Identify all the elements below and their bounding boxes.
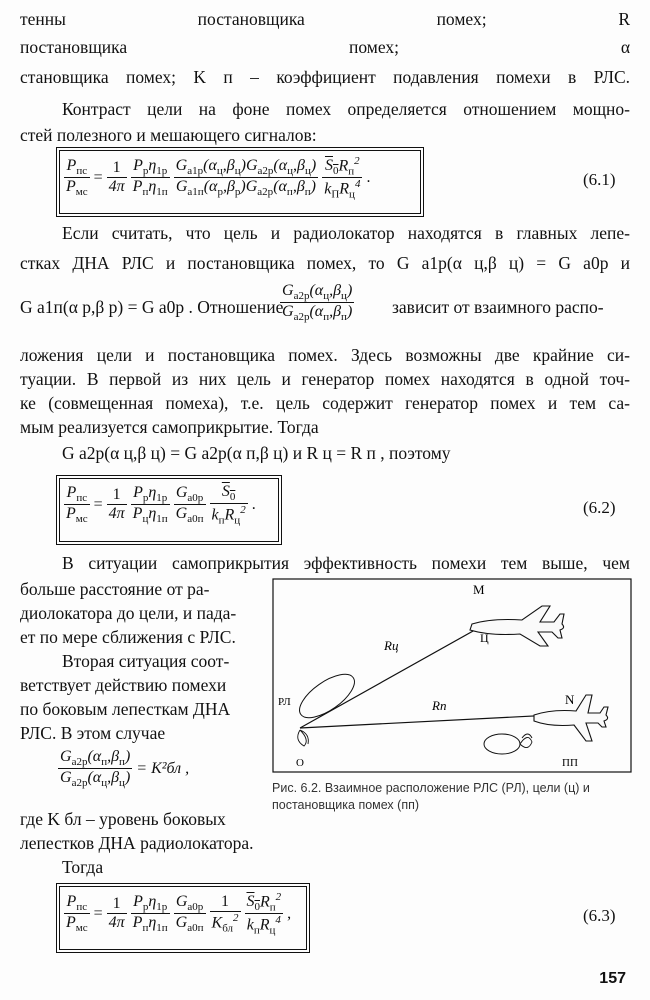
- equation-number: (6.3): [583, 906, 616, 925]
- radar-side-lobes: [298, 730, 309, 746]
- side-lobe-equation: $\frac{G_{a2р}(\alpha_п,\beta_п)}{G_{a2р}(\alpha_ц,\beta_ц)}$ = K²бл ,: [60, 748, 190, 789]
- label-m: M: [473, 582, 485, 597]
- equation-number: (6.1): [583, 170, 616, 189]
- text-line: Тогда: [62, 857, 104, 877]
- text-line: ет по мере сближения с РЛС.: [20, 627, 236, 647]
- text-line: ложения цели и постановщика помех. Здесь возможны две крайние си-: [20, 345, 630, 365]
- equation-number: (6.2): [583, 498, 616, 517]
- text-line: ветствует действию помехи: [20, 675, 227, 695]
- text-line: Вторая ситуация соот-: [62, 651, 230, 671]
- jammer-side-lobes: [520, 734, 532, 748]
- text-line: стей полезного и мешающего сигналов:: [20, 125, 317, 145]
- line-rp: [300, 714, 572, 728]
- figure-6-2: [272, 578, 632, 773]
- text-line: G a1п(α р,β р) = G a0р . Отношение: [20, 297, 284, 317]
- label-rl: РЛ: [278, 696, 291, 708]
- equation-box-6-2: $\frac{P_{пс}}{P_{мс}}$ = $\frac{1}{4\pi}$ $\frac{P_р\eta_{1р}}{P_ц\eta_{1п}}$ $\frac{G_{a0р}}{G_{a0п}}$ $\frac{S_0}{k_пR_ц^2}$ .: [59, 478, 279, 542]
- text-line: постановщика помех; α: [20, 37, 630, 57]
- radar-main-lobe: [293, 666, 361, 726]
- equation-box-6-3: $\frac{P_{пс}}{P_{мс}}$ = $\frac{1}{4\pi}$ $\frac{P_р\eta_{1р}}{P_п\eta_{1п}}$ $\frac{G_{a0р}}{G_{a0п}}$ $\frac{1}{K_{бл}^2}$ $\frac{S_0R_п^2}{k_пR_ц^4}$ ,: [59, 886, 307, 950]
- text-line: туации. В первой из них цель и генератор помех находятся в одной точ-: [20, 369, 630, 389]
- text-line: тенны постановщика помех; R: [20, 9, 630, 29]
- text-line: больше расстояние от ра-: [20, 579, 210, 599]
- text-line: зависит от взаимного распо-: [392, 297, 604, 317]
- text-line: РЛС. В этом случае: [20, 723, 166, 743]
- text-line: мым реализуется самоприкрытие. Тогда: [20, 417, 319, 437]
- text-line: по боковым лепесткам ДНА: [20, 699, 231, 719]
- label-o: O: [296, 757, 304, 769]
- label-n: N: [565, 692, 575, 707]
- text-line: лепестков ДНА радиолокатора.: [20, 833, 254, 853]
- text-line: стках ДНА РЛС и постановщика помех, то G a1р(α ц,β ц) = G a0р и: [20, 253, 630, 273]
- equation-box-6-1: $\frac{P_{пс}}{P_{мс}}$ = $\frac{1}{4\pi}$ $\frac{P_р\eta_{1р}}{P_п\eta_{1п}}$ $\frac{G_{a1р}(\alpha_ц,\beta_ц)G_{a2р}(\alpha_ц,\beta_ц)}{G_{a1п}(\alpha_р,\beta_р)G_{a2р}(\alpha_п,\beta_п)}$ $\frac{S_0R_п^2}{k_ПR_ц^4}$ .: [59, 150, 421, 214]
- ratio-fraction: $\frac{G_{a2р}(\alpha_ц,\beta_ц)}{G_{a2р}(\alpha_п,\beta_п)}$: [282, 282, 353, 323]
- label-c: Ц: [480, 631, 489, 645]
- label-rp: Rп: [432, 698, 447, 713]
- text-line: ке (совмещенная помеха), т.е. цель содержит генератор помех и тем са-: [20, 393, 630, 413]
- text-line: В ситуации самоприкрытия эффективность помехи тем выше, чем: [62, 553, 630, 573]
- text-line: диолокатора до цели, и пада-: [20, 603, 237, 623]
- text-line: становщика помех; K п – коэффициент подавления помехи в РЛС.: [20, 67, 630, 87]
- figure-caption: Рис. 6.2. Взаимное расположение РЛС (РЛ), цели (ц) и постановщика помех (пп): [272, 781, 590, 812]
- text-line: Если считать, что цель и радиолокатор находятся в главных лепе-: [62, 223, 630, 243]
- text-line: G a2р(α ц,β ц) = G a2р(α п,β ц) и R ц = R п , поэтому: [62, 443, 451, 463]
- figure-frame: [273, 579, 631, 772]
- label-rc: Rц: [384, 638, 399, 653]
- text-line: Контраст цели на фоне помех определяется отношением мощно-: [62, 99, 630, 119]
- page-number: 157: [599, 970, 626, 987]
- jammer-main-lobe: [484, 734, 520, 754]
- text-line: где K бл – уровень боковых: [20, 809, 226, 829]
- label-pp: ПП: [562, 757, 578, 769]
